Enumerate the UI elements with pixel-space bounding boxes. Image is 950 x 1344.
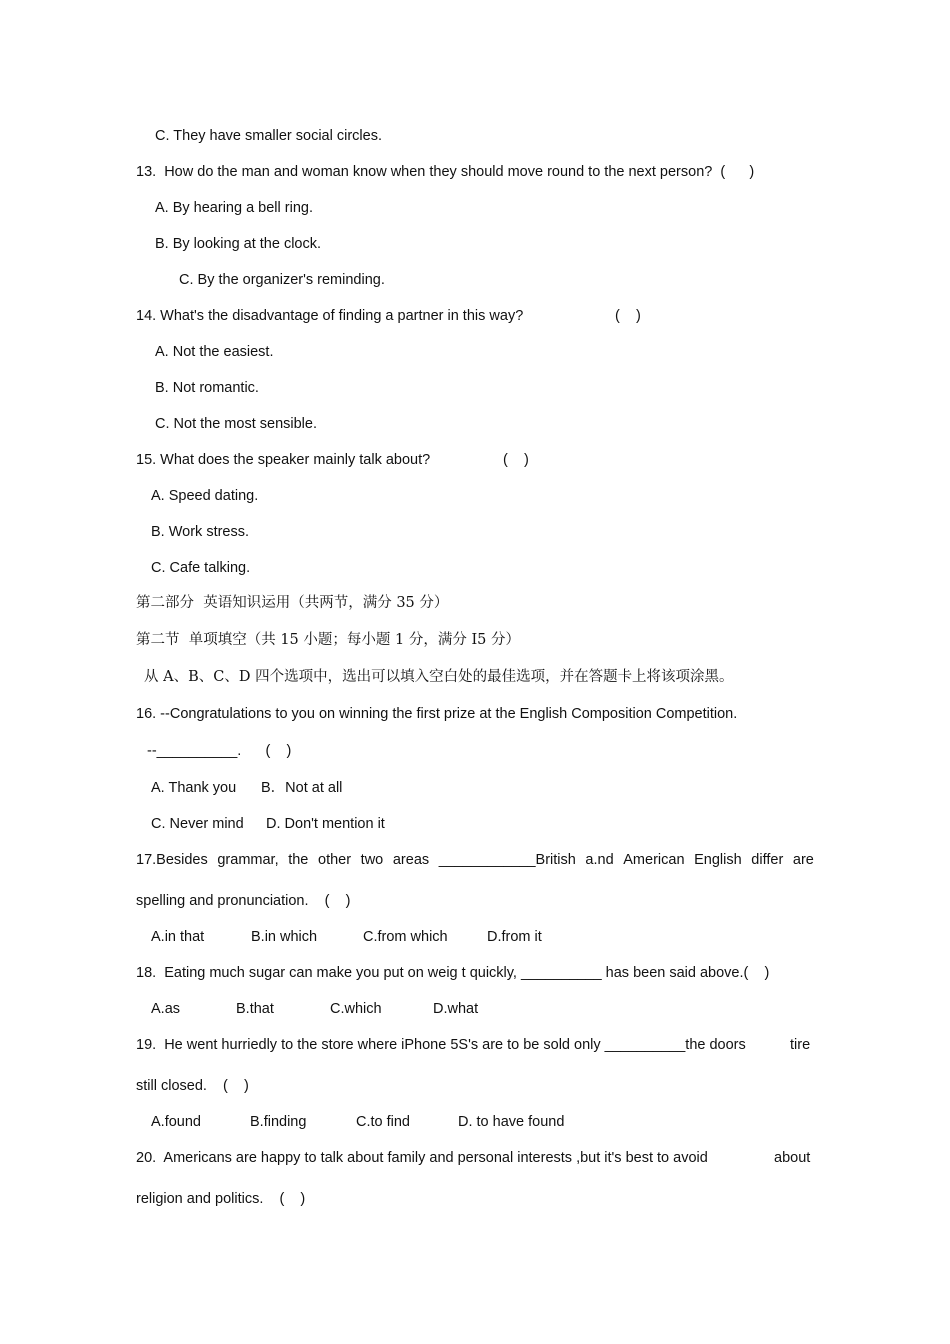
option-19b: B.finding <box>250 1114 307 1130</box>
option-18b: B.that <box>236 1001 274 1017</box>
question-17-continued: spelling and pronunciation. ( ) <box>136 893 351 909</box>
option-16c: C. Never mind <box>151 816 244 832</box>
part-two-heading: 第二部分 英语知识运用（共两节，满分 35 分） <box>136 595 449 611</box>
option-13b: B. By looking at the clock. <box>155 236 322 252</box>
option-15a: A. Speed dating. <box>151 488 259 504</box>
question-19: 19. He went hurriedly to the store where iPhone 5S's are to be sold only __________the doors <box>136 1037 746 1053</box>
option-17a: A.in that <box>151 929 205 945</box>
question-16-response: --__________. ( ) <box>147 743 292 759</box>
question-13: 13. How do the man and woman know when they should move round to the next person? ( ) <box>136 164 755 180</box>
question-15: 15. What does the speaker mainly talk about? <box>136 452 431 468</box>
option-12c: C. They have smaller social circles. <box>155 128 382 144</box>
option-15c: C. Cafe talking. <box>151 560 251 576</box>
question-18: 18. Eating much sugar can make you put on weig t quickly, __________ has been said above.( ) <box>136 965 770 981</box>
option-18d: D.what <box>433 1001 479 1017</box>
question-14: 14. What's the disadvantage of finding a partner in this way? <box>136 308 524 324</box>
option-14b: B. Not romantic. <box>155 380 259 396</box>
option-19a: A.found <box>151 1114 201 1130</box>
option-13a: A. By hearing a bell ring. <box>155 200 313 216</box>
section-two-heading: 第二节 单项填空（共 15 小题；每小题 1 分，满分 I5 分） <box>136 632 521 648</box>
question-19-continued: still closed. ( ) <box>136 1078 249 1094</box>
option-13c: C. By the organizer's reminding. <box>179 272 385 288</box>
question-19-word: tire <box>790 1037 811 1053</box>
question-16: 16. --Congratulations to you on winning the first prize at the English Composition Competition. <box>136 706 738 722</box>
option-17d: D.from it <box>487 929 542 945</box>
question-20: 20. Americans are happy to talk about family and personal interests ,but it's best to avoid <box>136 1150 708 1166</box>
option-16b: B．Not at all <box>261 780 343 796</box>
option-16d: D. Don't mention it <box>266 816 385 832</box>
option-18a: A.as <box>151 1001 181 1017</box>
section-instructions: 从 A、B、C、D 四个选项中，选出可以填入空白处的最佳选项，并在答题卡上将该项涂黑。 <box>144 669 734 685</box>
option-15b: B. Work stress. <box>151 524 250 540</box>
question-20-word: about <box>774 1150 811 1166</box>
option-17b: B.in which <box>251 929 318 945</box>
option-18c: C.which <box>330 1001 382 1017</box>
option-17c: C.from which <box>363 929 448 945</box>
question-17: 17.Besides grammar, the other two areas ____________British a.nd American English differ are <box>136 852 814 868</box>
question-20-continued: religion and politics. ( ) <box>136 1191 306 1207</box>
option-14c: C. Not the most sensible. <box>155 416 317 432</box>
option-19c: C.to find <box>356 1114 410 1130</box>
option-14a: A. Not the easiest. <box>155 344 274 360</box>
option-16a: A. Thank you <box>151 780 237 796</box>
option-19d: D. to have found <box>458 1114 565 1130</box>
answer-bracket-14: ( ) <box>615 308 641 324</box>
answer-bracket-15: ( ) <box>503 452 529 468</box>
